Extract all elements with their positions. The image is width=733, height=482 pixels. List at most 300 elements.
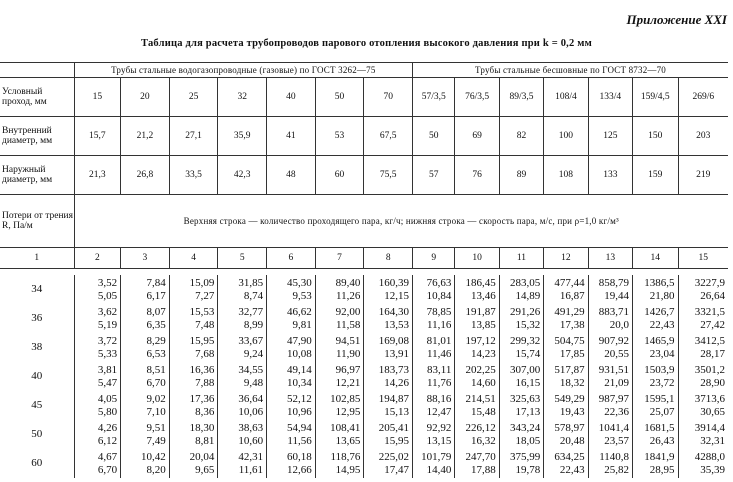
data-cell: [169, 362, 218, 391]
data-cell: [588, 333, 632, 362]
cell-nominal: 70: [364, 78, 413, 117]
steam-flow-value: 1841,9: [644, 450, 675, 463]
steam-speed-value: 20,0: [609, 318, 630, 331]
cell-nominal: 159/4,5: [633, 78, 678, 117]
cell-outer: 108: [544, 156, 588, 195]
cell-nominal: 15: [74, 78, 121, 117]
steam-flow-value: 1465,9: [644, 334, 675, 347]
cell-nominal: 89/3,5: [499, 78, 543, 117]
steam-speed-value: 28,17: [700, 347, 725, 360]
steam-flow-value: 8,07: [146, 305, 166, 318]
data-cell: [267, 275, 316, 304]
steam-speed-value: 13,85: [471, 318, 496, 331]
data-cell: [544, 391, 588, 420]
steam-flow-value: 49,14: [286, 363, 312, 376]
cell-outer: 33,5: [169, 156, 218, 195]
appendix-label: Приложение XXI: [626, 12, 727, 27]
cell-nominal: 40: [267, 78, 316, 117]
steam-flow-value: 102,85: [330, 392, 361, 405]
steam-flow-value: 3713,6: [694, 392, 725, 405]
data-cell: [364, 420, 413, 449]
steam-flow-value: 9,51: [146, 421, 166, 434]
data-cell: [413, 391, 455, 420]
steam-flow-value: 4,26: [97, 421, 118, 434]
cell-outer: 42,3: [218, 156, 267, 195]
data-cell: [678, 333, 728, 362]
cell-outer: 60: [315, 156, 364, 195]
cell-inner: 150: [633, 117, 678, 156]
data-cell: [121, 333, 170, 362]
steam-flow-value: 17,36: [189, 392, 215, 405]
data-cell: [678, 420, 728, 449]
data-cell: [315, 420, 364, 449]
data-cell: [588, 275, 632, 304]
steam-flow-value: 202,25: [465, 363, 496, 376]
cell-nominal: 76/3,5: [455, 78, 499, 117]
cell-inner: 53: [315, 117, 364, 156]
steam-speed-value: 9,65: [195, 463, 215, 476]
steam-flow-value: 78,85: [426, 305, 452, 318]
steam-flow-value: 92,92: [426, 421, 452, 434]
data-cell: [499, 304, 543, 333]
steam-speed-value: 25,82: [604, 463, 630, 476]
data-cell: [267, 304, 316, 333]
column-number: 8: [364, 248, 413, 269]
data-cell: [544, 362, 588, 391]
data-cell: [364, 391, 413, 420]
steam-flow-value: 47,90: [286, 334, 312, 347]
cell-nominal: 25: [169, 78, 218, 117]
data-cell: [633, 391, 678, 420]
data-cell: [678, 275, 728, 304]
steam-flow-value: 3227,9: [694, 276, 725, 289]
cell-outer: 89: [499, 156, 543, 195]
steam-speed-value: 19,43: [559, 405, 585, 418]
steam-speed-value: 23,04: [649, 347, 675, 360]
steam-speed-value: 10,60: [238, 434, 264, 447]
steam-flow-value: 15,09: [189, 276, 215, 289]
steam-speed-value: 10,96: [286, 405, 312, 418]
steam-speed-value: 21,09: [604, 376, 630, 389]
steam-flow-value: 3,62: [97, 305, 118, 318]
steam-speed-value: 5,33: [97, 347, 118, 360]
table-row: [0, 362, 728, 391]
steam-speed-value: 26,64: [700, 289, 725, 302]
data-cell: [544, 275, 588, 304]
steam-flow-value: 4288,0: [694, 450, 725, 463]
steam-speed-value: 13,91: [384, 347, 410, 360]
data-cell: [364, 449, 413, 478]
steam-speed-value: 28,95: [649, 463, 675, 476]
steam-speed-value: 11,46: [427, 347, 452, 360]
steam-flow-value: 343,24: [509, 421, 541, 434]
steam-flow-value: 92,00: [335, 305, 361, 318]
steam-flow-value: 3321,5: [694, 305, 725, 318]
steam-flow-value: 96,97: [335, 363, 361, 376]
steam-speed-value: 28,90: [700, 376, 725, 389]
steam-speed-value: 11,58: [336, 318, 361, 331]
steam-speed-value: 19,44: [604, 289, 630, 302]
steam-speed-value: 14,60: [471, 376, 496, 389]
steam-speed-value: 8,99: [243, 318, 264, 331]
steam-flow-value: 101,79: [421, 450, 452, 463]
steam-flow-value: 883,71: [598, 305, 630, 318]
cell-outer: 219: [678, 156, 728, 195]
steam-speed-value: 17,85: [559, 347, 585, 360]
steam-speed-value: 14,23: [471, 347, 496, 360]
data-cell: [499, 449, 543, 478]
steam-flow-value: 247,70: [465, 450, 496, 463]
steam-flow-value: 186,45: [465, 276, 496, 289]
steam-speed-value: 21,80: [649, 289, 675, 302]
steam-flow-value: 81,01: [426, 334, 452, 347]
column-number: 3: [121, 248, 170, 269]
steam-speed-value: 10,84: [426, 289, 452, 302]
steam-speed-value: 7,48: [195, 318, 215, 331]
data-cell: [588, 304, 632, 333]
steam-speed-value: 7,88: [195, 376, 215, 389]
column-number: 12: [544, 248, 588, 269]
steam-flow-value: 52,12: [286, 392, 312, 405]
steam-speed-value: 7,27: [195, 289, 215, 302]
data-cell: [455, 391, 499, 420]
data-cell: [455, 304, 499, 333]
data-cell: [169, 333, 218, 362]
cell-inner: 69: [455, 117, 499, 156]
cell-inner: 100: [544, 117, 588, 156]
cell-inner: 82: [499, 117, 543, 156]
steam-speed-value: 7,10: [146, 405, 166, 418]
units-note: Верхняя строка — количество проходящего пара, кг/ч; нижняя строка — скорость пара, м/с, при ρ=1,0 кг/м³: [74, 195, 728, 248]
column-number: 13: [588, 248, 632, 269]
data-cell: [364, 275, 413, 304]
data-cell: [413, 449, 455, 478]
steam-flow-value: 169,08: [378, 334, 410, 347]
steam-flow-value: 858,79: [598, 276, 630, 289]
steam-speed-value: 6,35: [146, 318, 166, 331]
steam-speed-value: 23,72: [649, 376, 675, 389]
data-cell: [633, 449, 678, 478]
cell-outer: 48: [267, 156, 316, 195]
cell-nominal: 20: [121, 78, 170, 117]
steam-speed-value: 6,17: [146, 289, 166, 302]
cell-inner: 27,1: [169, 117, 218, 156]
steam-speed-value: 17,88: [471, 463, 496, 476]
steam-flow-value: 197,12: [465, 334, 496, 347]
steam-speed-value: 5,19: [97, 318, 118, 331]
table-row: [0, 391, 728, 420]
data-cell: [169, 275, 218, 304]
data-cell: [499, 333, 543, 362]
column-number: 10: [455, 248, 499, 269]
steam-speed-value: 7,68: [195, 347, 215, 360]
row-R-value: 45: [31, 399, 43, 411]
data-cell: [678, 391, 728, 420]
steam-flow-value: 4,05: [97, 392, 118, 405]
data-cell: [588, 391, 632, 420]
data-cell: [455, 449, 499, 478]
steam-speed-value: 12,95: [335, 405, 361, 418]
steam-speed-value: 8,36: [195, 405, 215, 418]
data-cell: [588, 449, 632, 478]
steam-flow-value: 7,84: [146, 276, 166, 289]
data-cell: [364, 362, 413, 391]
data-cell: [413, 420, 455, 449]
steam-flow-value: 3914,4: [694, 421, 725, 434]
data-cell: [455, 333, 499, 362]
steam-speed-value: 11,76: [427, 376, 452, 389]
data-cell: [413, 333, 455, 362]
steam-flow-value: 375,99: [509, 450, 541, 463]
cell-inner: 41: [267, 117, 316, 156]
steam-flow-value: 1681,5: [644, 421, 675, 434]
steam-speed-value: 15,48: [471, 405, 496, 418]
steam-flow-value: 108,41: [330, 421, 361, 434]
data-cell: [121, 275, 170, 304]
data-cell: [544, 420, 588, 449]
data-cell: [588, 362, 632, 391]
cell-inner: 67,5: [364, 117, 413, 156]
steam-flow-value: 160,39: [378, 276, 410, 289]
steam-flow-value: 4,67: [97, 450, 118, 463]
data-cell: [267, 362, 316, 391]
steam-speed-value: 15,13: [384, 405, 410, 418]
data-cell: [218, 449, 267, 478]
steam-flow-value: 32,77: [238, 305, 264, 318]
cell-outer: 21,3: [74, 156, 121, 195]
steam-speed-value: 6,70: [146, 376, 166, 389]
steam-speed-value: 16,15: [515, 376, 541, 389]
data-cell: [413, 304, 455, 333]
cell-nominal: 269/6: [678, 78, 728, 117]
steam-flow-value: 517,87: [554, 363, 585, 376]
table-row: [0, 333, 728, 362]
steam-flow-value: 3412,5: [694, 334, 725, 347]
steam-speed-value: 7,49: [146, 434, 166, 447]
steam-speed-value: 23,57: [604, 434, 630, 447]
steam-flow-value: 9,02: [146, 392, 166, 405]
steam-speed-value: 14,95: [335, 463, 361, 476]
steam-speed-value: 32,31: [700, 434, 725, 447]
steam-flow-value: 291,26: [509, 305, 541, 318]
steam-speed-value: 11,61: [238, 463, 264, 476]
steam-flow-value: 3,52: [97, 276, 118, 289]
data-cell: [364, 304, 413, 333]
row-R-value: 38: [31, 341, 43, 353]
data-cell: [74, 449, 121, 478]
steam-speed-value: 10,08: [286, 347, 312, 360]
steam-speed-value: 26,43: [649, 434, 675, 447]
steam-flow-value: 88,16: [426, 392, 452, 405]
table-row: [0, 449, 728, 478]
data-cell: [267, 333, 316, 362]
steam-speed-value: 6,53: [146, 347, 166, 360]
steam-flow-value: 299,32: [509, 334, 541, 347]
column-number: 15: [678, 248, 728, 269]
steam-flow-value: 549,29: [554, 392, 585, 405]
steam-speed-value: 12,21: [335, 376, 361, 389]
steam-flow-value: 3,81: [97, 363, 118, 376]
data-cell: [218, 362, 267, 391]
steam-speed-value: 22,36: [604, 405, 630, 418]
steam-speed-value: 9,48: [243, 376, 264, 389]
steam-flow-value: 76,63: [426, 276, 452, 289]
steam-speed-value: 20,55: [604, 347, 630, 360]
data-cell: [499, 275, 543, 304]
steam-flow-value: 54,94: [286, 421, 312, 434]
steam-speed-value: 17,38: [559, 318, 585, 331]
data-cell: [413, 275, 455, 304]
column-number: 4: [169, 248, 218, 269]
data-cell: [499, 420, 543, 449]
cell-nominal: 32: [218, 78, 267, 117]
cell-inner: 203: [678, 117, 728, 156]
table-row: [0, 304, 728, 333]
steam-flow-value: 15,53: [189, 305, 215, 318]
steam-speed-value: 13,65: [335, 434, 361, 447]
steam-flow-value: 183,73: [378, 363, 410, 376]
steam-flow-value: 3501,2: [694, 363, 725, 376]
table-title: Таблица для расчета трубопроводов парового отопления высокого давления при k = 0,2 мм: [141, 38, 592, 49]
steam-speed-value: 9,24: [243, 347, 264, 360]
row-R-value: 60: [31, 457, 43, 469]
row-R-value: 50: [31, 428, 43, 440]
column-number: 2: [74, 248, 121, 269]
steam-speed-value: 17,13: [515, 405, 541, 418]
steam-speed-value: 9,53: [292, 289, 312, 302]
steam-flow-value: 20,04: [189, 450, 215, 463]
cell-inner: 21,2: [121, 117, 170, 156]
steam-flow-value: 1426,7: [644, 305, 675, 318]
steam-speed-value: 6,12: [97, 434, 118, 447]
steam-speed-value: 10,06: [238, 405, 264, 418]
data-cell: [499, 391, 543, 420]
steam-speed-value: 10,34: [286, 376, 312, 389]
steam-speed-value: 16,32: [471, 434, 496, 447]
cell-inner: 125: [588, 117, 632, 156]
data-cell: [74, 420, 121, 449]
cell-outer: 26,8: [121, 156, 170, 195]
data-cell: [218, 420, 267, 449]
steam-speed-value: 25,07: [649, 405, 675, 418]
cell-nominal: 108/4: [544, 78, 588, 117]
data-cell: [315, 449, 364, 478]
data-cell: [678, 449, 728, 478]
data-cell: [315, 362, 364, 391]
steam-flow-value: 987,97: [598, 392, 630, 405]
data-cell: [544, 449, 588, 478]
column-number: 6: [267, 248, 316, 269]
cell-outer: 75,5: [364, 156, 413, 195]
data-cell: [121, 449, 170, 478]
data-cell: [588, 420, 632, 449]
data-cell: [455, 420, 499, 449]
data-cell: [121, 420, 170, 449]
cell-nominal: 133/4: [588, 78, 632, 117]
steam-speed-value: 8,74: [243, 289, 264, 302]
steam-flow-value: 1595,1: [644, 392, 675, 405]
row-R-value: 36: [31, 312, 43, 324]
steam-speed-value: 18,05: [515, 434, 541, 447]
steam-speed-value: 13,46: [471, 289, 496, 302]
steam-flow-value: 118,76: [330, 450, 361, 463]
data-cell: [678, 304, 728, 333]
steam-speed-value: 20,48: [559, 434, 585, 447]
data-cell: [633, 362, 678, 391]
data-cell: [364, 333, 413, 362]
steam-flow-value: 10,42: [141, 450, 166, 463]
steam-flow-value: 1041,4: [598, 421, 630, 434]
steam-flow-value: 194,87: [378, 392, 410, 405]
data-cell: [544, 304, 588, 333]
steam-flow-value: 8,29: [146, 334, 166, 347]
steam-speed-value: 22,43: [649, 318, 675, 331]
steam-flow-value: 214,51: [465, 392, 496, 405]
cell-outer: 57: [413, 156, 455, 195]
data-cell: [218, 391, 267, 420]
steam-flow-value: 45,30: [286, 276, 312, 289]
data-cell: [315, 275, 364, 304]
data-cell: [121, 304, 170, 333]
data-cell: [455, 275, 499, 304]
steam-speed-value: 9,81: [292, 318, 312, 331]
steam-flow-value: 504,75: [554, 334, 585, 347]
steam-speed-value: 27,42: [700, 318, 725, 331]
data-cell: [169, 304, 218, 333]
steam-flow-value: 31,85: [238, 276, 264, 289]
data-cell: [218, 333, 267, 362]
data-cell: [74, 333, 121, 362]
steam-flow-value: 38,63: [238, 421, 264, 434]
steam-speed-value: 13,53: [384, 318, 410, 331]
cell-outer: 133: [588, 156, 632, 195]
data-cell: [74, 391, 121, 420]
data-cell: [544, 333, 588, 362]
steam-flow-value: 89,40: [335, 276, 361, 289]
data-cell: [633, 333, 678, 362]
steam-speed-value: 15,74: [515, 347, 541, 360]
steam-speed-value: 11,90: [336, 347, 361, 360]
row-label-nominal: Условный проход, мм: [0, 78, 74, 117]
row-R-value: 40: [31, 370, 43, 382]
steam-flow-value: 226,12: [465, 421, 496, 434]
steam-speed-value: 5,80: [97, 405, 118, 418]
row-label-outer: Наружный диаметр, мм: [0, 156, 74, 195]
steam-flow-value: 225,02: [378, 450, 410, 463]
data-cell: [121, 391, 170, 420]
steam-speed-value: 30,65: [700, 405, 725, 418]
table-row: [0, 420, 728, 449]
steam-flow-value: 325,63: [509, 392, 541, 405]
steam-flow-value: 34,55: [238, 363, 264, 376]
data-cell: [74, 362, 121, 391]
row-R-value: 34: [31, 283, 43, 295]
steam-flow-value: 164,30: [378, 305, 410, 318]
data-cell: [74, 304, 121, 333]
data-cell: [74, 275, 121, 304]
data-cell: [169, 420, 218, 449]
column-number: 14: [633, 248, 678, 269]
steam-flow-value: 578,97: [554, 421, 585, 434]
steam-flow-value: 191,87: [465, 305, 496, 318]
data-cell: [413, 362, 455, 391]
data-cell: [315, 333, 364, 362]
column-number: 5: [218, 248, 267, 269]
steam-flow-value: 634,25: [554, 450, 585, 463]
steam-speed-value: 11,16: [427, 318, 452, 331]
data-cell: [633, 420, 678, 449]
data-cell: [633, 275, 678, 304]
